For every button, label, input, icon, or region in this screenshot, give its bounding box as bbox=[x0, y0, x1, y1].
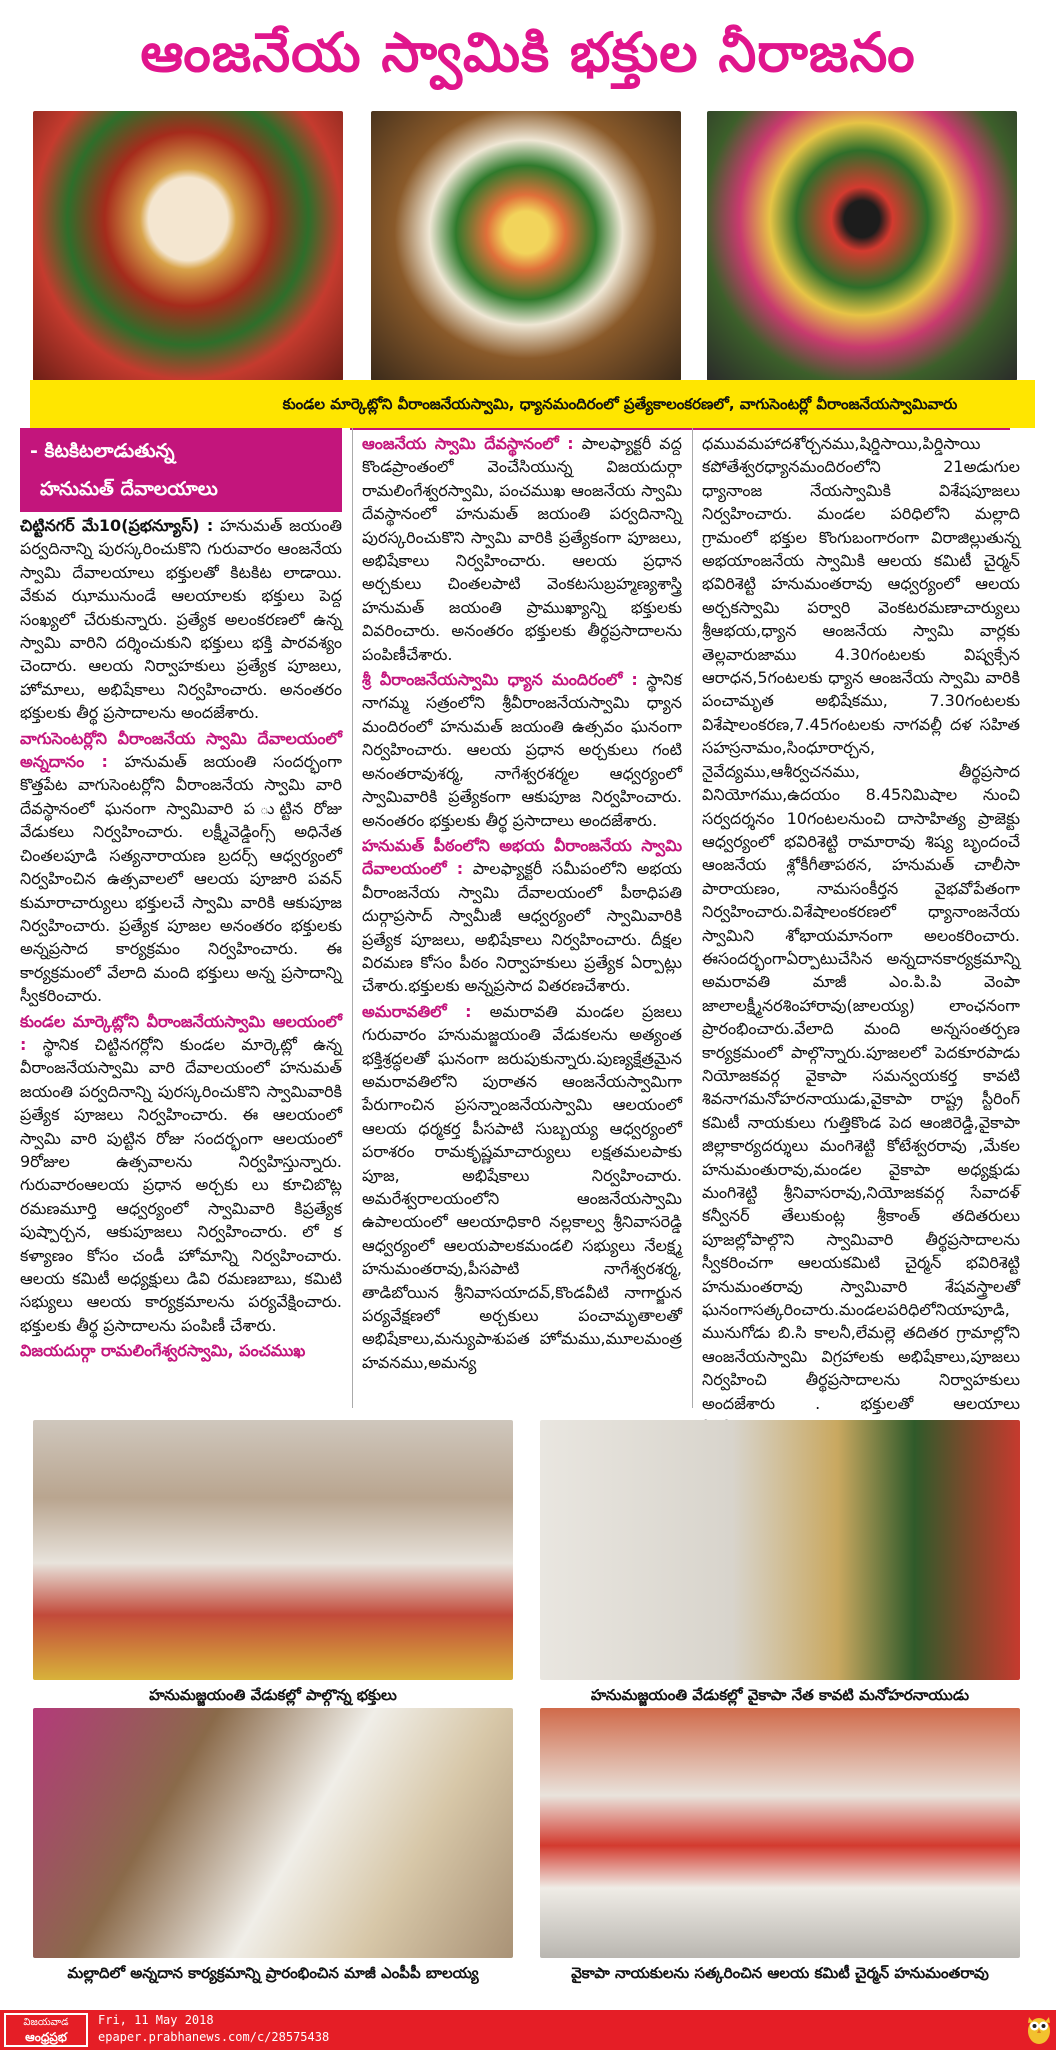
article-column-3 bbox=[702, 432, 1020, 1440]
col1-text-1: హనుమత్ జయంతి పర్వదినాన్ని పురస్కరించుకొని గురువారం ఆంజనేయ స్వామి దేవాలయాలు భక్తులతో కిటకిట లాడాయి. వేకువ ఝామునుండే ఆలయాలకు భక్తులు పెద్ద సంఖ్యలో చేరుకున్నారు. ప్రత్యేక అలంకరణలో ఉన్న స్వామి వారిని దర్శించుకుని భక్తులు భక్తి పారవశ్యం చెందారు. ఆలయ నిర్వాహకులు ప్రత్యేక పూజలు, హోమాలు, అభిషేకాలు నిర్వహించారు. అనంతరం భక్తులకు తీర్థ ప్రసాదాలను అందజేశారు. bbox=[20, 516, 342, 723]
logo-line-1: విజయవాడ bbox=[23, 2017, 69, 2028]
photo-annadanam bbox=[33, 1708, 513, 1958]
col1-para-3 bbox=[20, 1010, 342, 1338]
col2-para-2 bbox=[362, 668, 682, 832]
col2-text-1: పాలఫ్యాక్టరీ వద్ద కొండప్రాంతంలో వెంచేసియున్న విజయదుర్గా రామలింగేశ్వరస్వామి, పంచముఖ ఆంజనేయ స్వామి దేవస్థానంలో హనుమత్ జయంతి పర్వదినాన్ని పురస్కరించుకొని స్వామి వారికి ప్రత్యేకంగా పూజలు, అభిషేకాలు నిర్వహించారు. ఆలయ ప్రధాన అర్చకులు చింతలపాటి వెంకటసుబ్రహ్మణ్యశాస్త్రి హనుమత్ జయంతి ప్రాముఖ్యాన్ని భక్తులకు వివరించారు. అనంతరం భక్తులకు తీర్థప్రసాదాలను పంపిణీచేశారు. bbox=[362, 434, 682, 664]
logo-line-2: ఆంధ్రప్రభ bbox=[25, 2030, 67, 2044]
col2-sub-4: అమరావతిలో : bbox=[362, 1001, 472, 1021]
col2-para-3 bbox=[362, 834, 682, 998]
photo-felicitation bbox=[540, 1708, 1020, 1958]
headline: ఆంజనేయ స్వామికి భక్తుల నీరాజనం bbox=[140, 21, 916, 84]
col1-para-4 bbox=[20, 1339, 342, 1362]
idol-photo-2 bbox=[371, 111, 681, 381]
col2-text-3: పాలఫ్యాక్టరీ సమీపంలోని అభయ వీరాంజనేయ స్వామి దేవాలయంలో పీఠాధిపతి దుర్గాప్రసాద్ స్వామీజీ ఆధ్వర్యంలో స్వామివారికి ప్రత్యేక పూజలు, అభిషేకాలు నిర్వహించారు. దీక్షల విరమణ కోసం పీఠం నిర్వాహకులు ప్రత్యేక ఏర్పాట్లు చేశారు.భక్తులకు అన్నప్రసాద వితరణచేశారు. bbox=[362, 859, 682, 996]
photo-caption-3: మల్లాదిలో అన్నదాన కార్యక్రమాన్ని ప్రారంభించిన మాజీ ఎంపీపీ బాలయ్య bbox=[67, 1964, 479, 1982]
photo-devotees bbox=[33, 1420, 513, 1680]
kicker-line-1: - కిటకిటలాడుతున్న bbox=[30, 440, 175, 462]
col1-sub-2: వాగుసెంటర్లోని వీరాంజనేయ స్వామి దేవాలయంలో అన్నదానం : bbox=[20, 728, 342, 772]
col1-para-1 bbox=[20, 514, 342, 725]
col2-text-4: అమరావతి మండల ప్రజలు గురువారం హనుమజ్జయంతి వేడుకలను అత్యంత భక్తిశ్రద్ధలతో ఘనంగా జరుపుకున్నారు.పుణ్యక్షేత్రమైన అమరావతిలోని పురాతన ఆంజనేయస్వామిగా పేరుగాంచిన ప్రసన్నాంజనేయస్వామి ఆలయంలో ఆలయ ధర్మకర్త పీసపాటి సుబ్బయ్య ఆధ్వర్యంలో పరాశరం రామకృష్ణమాచార్యులు లక్షతమలపాకు పూజ, అభిషేకాలు నిర్వహించారు. అమరేశ్వరాలయంలోని ఆంజనేయస్వామి ఉపాలయంలో ఆలయాధికారి నల్లకాల్వ శ్రీనివాసరెడ్డి ఆధ్వర్యంలో ఆలయపాలకమండలి సభ్యులు నేలక్ష్మ హనుమంతరావు,పీసపాటి నాగేశ్వరశర్మ, తాడిబోయిన శ్రీనివాసయాదవ్,కొండవీటి నాగార్జున పర్యవేక్షణలో అర్చకులు పంచామృతాలతో అభిషేకాలు,మన్యుపాశుపత హోమము,మూలమంత్ర హవనము,అమన్య bbox=[362, 1001, 683, 1372]
col1-text-2: హనుమత్ జయంతి సందర్భంగా కొత్తపేట వాగుసెంటర్లోని వీరాంజనేయ స్వామి వారి దేవస్థానంలో ఘనంగా స్వామివారి ప ుట్టిన రోజు వేడుకలు నిర్వహించారు. లక్ష్మీవెడ్డింగ్స్ అధినేత చింతలపూడి సత్యనారాయణ బ్రదర్స్ ఆధ్వర్యంలో నిర్వహించిన ఉత్సవాలలో ఆలయ పూజారి పవన్ కుమారాచార్యులు భక్తులచే స్వామి వారికి ఆకుపూజ నిర్వహించారు. ప్రత్యేక పూజల అనంతరం భక్తులకు అన్నప్రసాద కార్యక్రమం నిర్వహించారు. ఈ కార్యక్రమంలో వేలాది మంది భక్తులు అన్న ప్రసాదాన్ని స్వీకరించారు. bbox=[20, 752, 342, 1006]
col2-sub-2: శ్రీ వీరాంజనేయస్వామి ధ్యాన మందిరంలో : bbox=[362, 670, 638, 690]
top-photo-caption: కుండల మార్కెట్లోని వీరాంజనేయస్వామి, ధ్యానమందిరంలో ప్రత్యేకాలంకరణలో, వాగుసెంటర్లో వీరాంజనేయస్వామివారు bbox=[282, 395, 958, 413]
col1-text-3: స్థానిక చిట్టినగర్లోని కుండల మార్కెట్లో ఉన్న వీరాంజనేయస్వామి వారి దేవాలయంలో హనుమత్ జయంతి పర్వదినాన్ని పురస్కరించుకొని స్వామివారికి ప్రత్యేక పూజలు నిర్వహించారు. ఈ ఆలయంలో స్వామి వారి పుట్టిన రోజు సందర్భంగా ఆలయంలో 9రోజుల ఉత్సవాలను నిర్వహిస్తున్నారు. గురువారంఆలయ ప్రధాన అర్చకు లు కూచిబొట్ల రమణమూర్తి ఆధ్వర్యంలో స్వామివారి కిప్రత్యేక పుష్పార్చన, ఆకుపూజలు నిర్వహించారు. లో క కళ్యాణం కోసం చండీ హోమాన్ని నిర్వహించారు. ఆలయ కమిటీ అధ్యక్షులు డివి రమణబాబు, కమిటి సభ్యులు ఆలయ కార్యక్రమాలను పర్యవేక్షించారు. భక్తులకు తీర్థ ప్రసాదాలను పంపిణీ చేశారు. bbox=[20, 1034, 342, 1335]
footer-date: Fri, 11 May 2018 bbox=[98, 2013, 214, 2027]
col1-para-2 bbox=[20, 727, 342, 1008]
article-column-2 bbox=[362, 432, 682, 1376]
col1-sub-4: విజయదుర్గా రామలింగేశ్వరస్వామి, పంచముఖ bbox=[20, 1341, 306, 1361]
owl-icon bbox=[1026, 2012, 1052, 2046]
photo-caption-2: హనుమజ్జయంతి వేడుకల్లో వైకాపా నేత కావటి మనోహరనాయుడు bbox=[590, 1686, 970, 1704]
idol-photo-3 bbox=[707, 111, 1017, 381]
publisher-logo bbox=[4, 2013, 88, 2047]
section-rule bbox=[350, 428, 1010, 430]
col2-sub-1: ఆంజనేయ స్వామి దేవస్థానంలో : bbox=[362, 434, 574, 453]
col1-sub-3: కుండల మార్కెట్లోని వీరాంజనేయస్వామి ఆలయంలో : bbox=[20, 1011, 342, 1054]
col2-para-4 bbox=[362, 1000, 682, 1375]
photo-caption-4: వైకాపా నాయకులను సత్కరించిన ఆలయ కమిటీ చైర్మన్ హనుమంతరావు bbox=[571, 1964, 989, 1982]
col2-sub-3: హనుమత్ పీఠంలోని అభయ వీరాంజనేయ స్వామి దేవాలయంలో : bbox=[362, 835, 682, 879]
kicker-line-2: హనుమత్ దేవాలయాలు bbox=[40, 478, 218, 500]
article-column-1 bbox=[20, 514, 342, 1365]
col2-text-2: స్థానిక నాగమ్మ సత్రంలోని శ్రీవీరాంజనేయస్వామి ధ్యాన మందిరంలో హనుమత్ జయంతి ఉత్సవం ఘనంగా నిర్వహించారు. ఆలయ ప్రధాన అర్చకులు గంటి అనంతరావుశర్మ, నాగేశ్వరశర్మల ఆధ్వర్యంలో స్వామివారికి ప్రత్యేకంగా ఆకుపూజ నిర్వహించారు. అనంతరం భక్తులకు తీర్థ ప్రసాదాలు అందజేశారు. bbox=[362, 670, 683, 830]
column-divider-2 bbox=[692, 428, 693, 1408]
col1-sub-1: చిట్టినగర్ మే10(ప్రభన్యూస్) : bbox=[20, 516, 214, 535]
col3-para: ధమువమహాదశోర్చనము,షిర్డిసాయి,పిర్డిసాయి కపోతేశ్వరధ్యానమందిరంలోని 21అడుగుల ధ్యానాంజ నేయస్వామికి విశేషపూజలు నిర్వహించారు. మండల పరిధిలోని మల్లాది గ్రామంలో భక్తుల కొంగుబంగారంగా విరాజిల్లుతున్న అభయాంజనేయ స్వామికి ఆలయ కమిటీ చైర్మన్ భవిరిశెట్టి హనుమంతరావు ఆధ్వర్యంలో ఆలయ అర్చకస్వామి పర్వారి వెంకటరమణాచార్యులు శ్రీఆభయ,ధ్యాన ఆంజనేయ స్వామి వార్లకు తెల్లవారుజాము 4.30గంటలకు విష్వక్సేన ఆరాధన,5గంటలకు ధ్యాన ఆంజనేయ స్వామి వారికి పంచామృత అభిషేకము, 7.30గంటలకు విశేషాలంకరణ,7.45గంటలకు నాగవల్లీ దళ సహిత సహస్రనామం,సింధూరార్చన, నైవేద్యము,ఆశీర్వచనము, తీర్థప్రసాద వినియోగము,ఉదయం 8.45నిమిషాల నుంచి సర్వదర్శనం 10గంటలనుంచి దాసాహిత్య ప్రాజెక్టు ఆధ్వర్యంలో భవిరిశెట్టి రామారావు శిష్య బృందంచే ఆంజనేయ శ్లోకీగీతాపఠన, హనుమత్ చాలీసా పారాయణం, నామసంకీర్తన వైభవోపేతంగా నిర్వహించారు.విశేషాలంకరణలో ధ్యానాంజనేయ స్వామిని శోభాయమానంగా అలంకరించారు. ఈసందర్భంగాఏర్పాటుచేసిన అన్నదానకార్యక్రమాన్ని అమరావతి మాజీ ఎం.పి.పి వెంపా జాలాలక్ష్మీనరశింహారావు(జాలయ్య) లాంఛనంగా ప్రారంభించారు.వేలాది మంది అన్నసంతర్పణ కార్యక్రమంలో పాల్గొన్నారు.పూజలలో పెదకూరపాడు నియోజకవర్గ వైకాపా సమన్వయకర్త కావటి శివనాగమనోహరనాయుడు,వైకాపా రాష్ట్ర స్టీరింగ్ కమిటీ నాయకులు గుత్తికొండ పెద ఆంజిరెడ్డి,వైకాపా జిల్లాకార్యదర్శులు మంగిశెట్టి కోటేశ్వరరావు ,మేకల హనుమంతురావు,మండల వైకాపా అధ్యక్షుడు మంగిశెట్టి శ్రీనివాసరావు,నియోజకవర్గ సేవాదళ్ కన్వీనర్ తేలుకుంట్ల శ్రీకాంత్ తదితరులు పూజల్లోపాల్గొని స్వామివారి తీర్థప్రసాదాలను స్వీకరించగా ఆలయకమిటి చైర్మన్ భవిరిశెట్టి హనుమంతరావు స్వామివారి శేషవస్త్రాలతో ఘనంగాసత్కరించారు.మండలపరిధిలోనియాపూడి, మునుగోడు బి.సి కాలనీ,లేమల్లె తదితర గ్రామాల్లోని ఆంజనేయస్వామి విగ్రహాలకు అభిషేకాలు,పూజలు నిర్వహించి తీర్థప్రసాదాలను నిర్వాహకులు అందజేశారు . భక్తులతో ఆలయాలు bbox=[702, 434, 1020, 1413]
col2-para-1 bbox=[362, 432, 682, 666]
idol-photo-1 bbox=[33, 111, 343, 381]
photo-leader-temple bbox=[540, 1420, 1020, 1680]
footer-url[interactable]: epaper.prabhanews.com/c/28575438 bbox=[98, 2030, 330, 2044]
column-divider-1 bbox=[352, 428, 353, 1408]
photo-caption-1: హనుమజ్జయంతి వేడుకల్లో పాల్గొన్న భక్తులు bbox=[149, 1686, 397, 1704]
kicker-box bbox=[20, 428, 342, 512]
